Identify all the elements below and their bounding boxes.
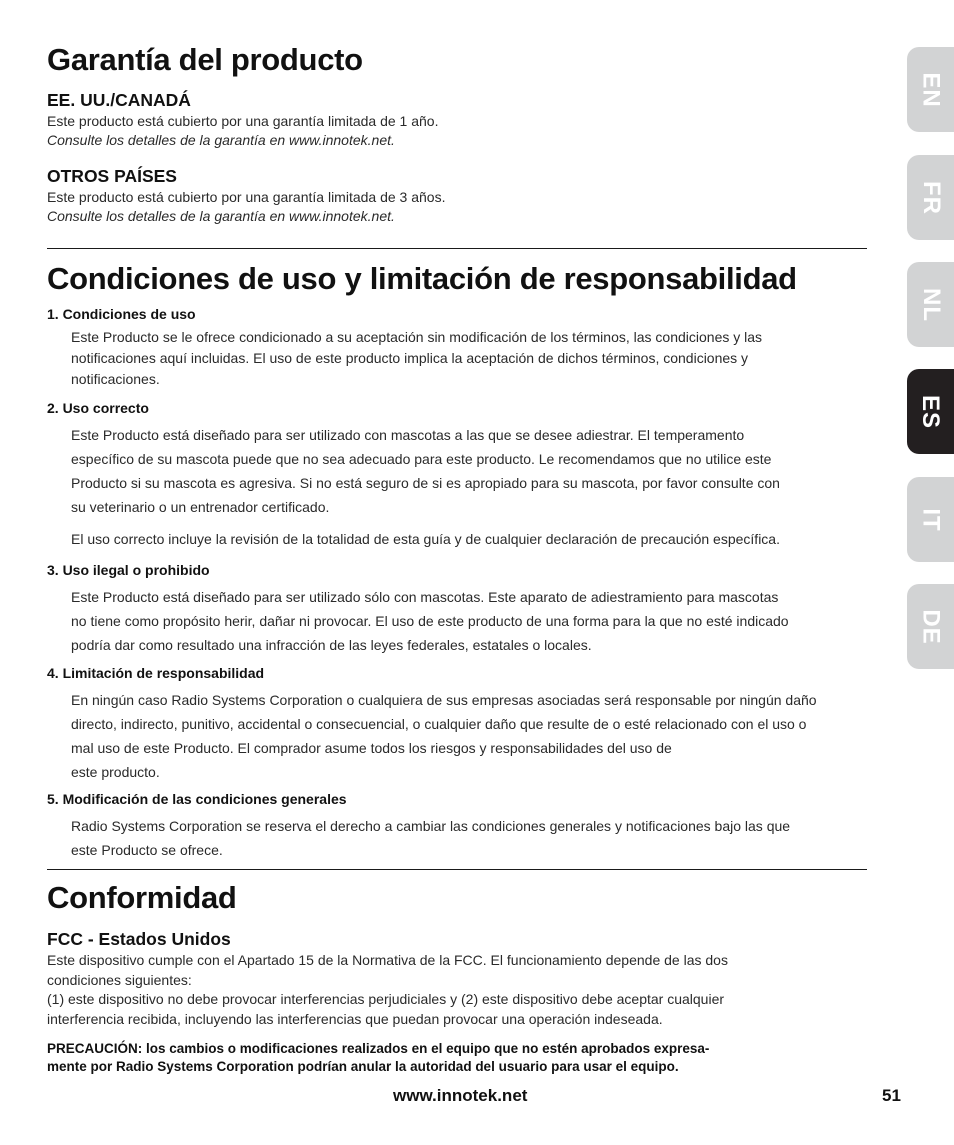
text-line: podría dar como resultado una infracción de las leyes federales, estatales o locales. bbox=[71, 637, 592, 653]
footer-url: www.innotek.net bbox=[393, 1086, 528, 1105]
warranty-title: Garantía del producto bbox=[47, 42, 363, 77]
text-line: PRECAUCIÓN: los cambios o modificaciones realizados en el equipo que no estén aprobados expresa- bbox=[47, 1041, 710, 1056]
tab-label: NL bbox=[917, 287, 945, 322]
condition-1-body bbox=[47, 327, 762, 390]
text-line: este producto. bbox=[71, 764, 160, 780]
text-line: no tiene como propósito herir, dañar ni provocar. El uso de este producto de una forma para la que no esté indicado bbox=[71, 613, 789, 629]
text-line: mente por Radio Systems Corporation podrían anular la autoridad del usuario para usar el equipo. bbox=[47, 1059, 679, 1074]
section-divider bbox=[47, 248, 867, 249]
condition-1-title: 1. Condiciones de uso bbox=[47, 306, 196, 322]
condition-2-extra: El uso correcto incluye la revisión de la totalidad de esta guía y de cualquier declaración de precaución específica. bbox=[71, 531, 780, 547]
condition-3-body bbox=[47, 585, 789, 657]
condition-4-body bbox=[47, 688, 817, 784]
text-line: directo, indirecto, punitivo, accidental o consecuencial, o cualquier daño que resulte de o esté relacionado con el uso o bbox=[71, 716, 807, 732]
conditions-title: Condiciones de uso y limitación de responsabilidad bbox=[47, 261, 797, 296]
tab-label: FR bbox=[917, 180, 945, 215]
text-line: condiciones siguientes: bbox=[47, 971, 192, 988]
text-line: interferencia recibida, incluyendo las interferencias que puedan provocar una operación indeseada. bbox=[47, 1010, 663, 1027]
fcc-body bbox=[47, 951, 728, 1029]
text-line: notificaciones aquí incluidas. El uso de este producto implica la aceptación de dichos términos, condiciones y bbox=[71, 350, 749, 366]
other-countries-heading: OTROS PAÍSES bbox=[47, 166, 177, 186]
text-line: Este Producto está diseñado para ser utilizado con mascotas a las que se desee adiestrar. El temperamento bbox=[71, 427, 745, 443]
section-divider bbox=[47, 869, 867, 870]
text-line: Radio Systems Corporation se reserva el derecho a cambiar las condiciones generales y notificaciones bajo las que bbox=[71, 818, 791, 834]
condition-5-body bbox=[47, 814, 790, 862]
condition-2-body bbox=[47, 423, 780, 519]
page-number: 51 bbox=[882, 1086, 901, 1105]
condition-2-title: 2. Uso correcto bbox=[47, 400, 149, 416]
tab-fr[interactable] bbox=[907, 155, 954, 240]
tab-nl[interactable] bbox=[907, 262, 954, 347]
conformity-title: Conformidad bbox=[47, 880, 237, 915]
us-warranty-note: Consulte los detalles de la garantía en www.innotek.net. bbox=[47, 132, 395, 148]
text-line: este Producto se ofrece. bbox=[71, 842, 223, 858]
tab-label: IT bbox=[917, 507, 945, 532]
text-line: Este Producto se le ofrece condicionado a su aceptación sin modificación de los términos, las condiciones y las bbox=[71, 329, 763, 345]
condition-4-title: 4. Limitación de responsabilidad bbox=[47, 665, 265, 681]
us-warranty-text: Este producto está cubierto por una garantía limitada de 1 año. bbox=[47, 113, 439, 129]
text-line: Este dispositivo cumple con el Apartado 15 de la Normativa de la FCC. El funcionamiento depende de las dos bbox=[47, 952, 728, 968]
text-line: mal uso de este Producto. El comprador asume todos los riesgos y responsabilidades del uso de bbox=[71, 740, 672, 756]
us-canada-heading: EE. UU./CANADÁ bbox=[47, 90, 191, 110]
fcc-heading: FCC - Estados Unidos bbox=[47, 929, 231, 949]
text-line: específico de su mascota puede que no sea adecuado para este producto. Le recomendamos que no utilice este bbox=[71, 451, 772, 467]
text-line: Este Producto está diseñado para ser utilizado sólo con mascotas. Este aparato de adiestramiento para mascotas bbox=[71, 589, 779, 605]
language-tabs bbox=[907, 0, 954, 1145]
tab-de[interactable] bbox=[907, 584, 954, 669]
tab-label: EN bbox=[917, 71, 945, 108]
text-line: su veterinario o un entrenador certificado. bbox=[71, 499, 330, 515]
condition-5-title: 5. Modificación de las condiciones generales bbox=[47, 791, 347, 807]
tab-label: DE bbox=[917, 608, 945, 645]
text-line: notificaciones. bbox=[71, 371, 160, 387]
tab-es[interactable] bbox=[907, 369, 954, 454]
condition-3-title: 3. Uso ilegal o prohibido bbox=[47, 562, 210, 578]
tab-it[interactable] bbox=[907, 477, 954, 562]
text-line: En ningún caso Radio Systems Corporation o cualquiera de sus empresas asociadas será responsable por ningún daño bbox=[71, 692, 817, 708]
tab-label: ES bbox=[917, 394, 945, 429]
other-warranty-text: Este producto está cubierto por una garantía limitada de 3 años. bbox=[47, 189, 446, 205]
text-line: (1) este dispositivo no debe provocar interferencias perjudiciales y (2) este dispositivo debe aceptar cualquier bbox=[47, 991, 725, 1007]
other-warranty-note: Consulte los detalles de la garantía en www.innotek.net. bbox=[47, 208, 395, 224]
tab-en[interactable] bbox=[907, 47, 954, 132]
text-line: Producto si su mascota es agresiva. Si no está seguro de si es apropiado para su mascota, por favor consulte con bbox=[71, 475, 780, 491]
fcc-warning bbox=[47, 1040, 709, 1076]
